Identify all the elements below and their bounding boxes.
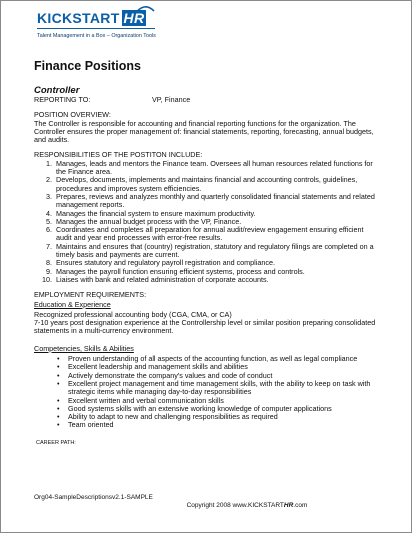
copyright-suffix: .com (293, 502, 308, 509)
responsibility-item: 2. Develops, documents, implements and maintains financial and accounting controls, guidelines, procedures and improves system efficiencies. (54, 176, 379, 193)
responsibilities-list (34, 160, 379, 284)
overview-heading: POSITION OVERVIEW: (34, 110, 111, 120)
logo-tagline: Talent Management in a Box – Organization Tools (37, 33, 156, 39)
responsibility-item: 3. Prepares, reviews and analyzes monthly and quarterly consolidated financial statements and related management reports. (54, 193, 379, 210)
responsibility-item: 8. Ensures statutory and regulatory payroll registration and compliance. (54, 259, 379, 267)
competencies-list (34, 355, 379, 430)
education-heading: Education & Experience (34, 299, 111, 309)
job-title: Controller (34, 85, 80, 96)
competency-item: • Actively demonstrate the company's values and code of conduct (68, 372, 379, 380)
logo-brand: KICKSTART (37, 10, 120, 26)
career-path-heading: CAREER PATH: (36, 439, 76, 446)
responsibility-item: 5. Manages the annual budget process with the VP, Finance. (54, 218, 379, 226)
responsibility-item: 10. Liaises with bank and related administration of corporate accounts. (54, 276, 379, 284)
competency-item: • Good systems skills with an extensive working knowledge of computer applications (68, 405, 379, 413)
requirements-heading: EMPLOYMENT REQUIREMENTS: (34, 290, 147, 300)
responsibilities-heading: RESPONSIBILITIES OF THE POSTITON INCLUDE: (34, 150, 203, 160)
footer-sample-id: Org04-SampleDescriptionsv2.1-SAMPLE (34, 494, 153, 501)
logo-hr-mark: HR (123, 10, 145, 26)
competency-item: • Excellent leadership and management skills and abilities (68, 363, 379, 371)
education-line: Recognized professional accounting body (CGA, CMA, or CA) (34, 309, 232, 319)
competency-item: • Team oriented (68, 421, 379, 429)
responsibility-item: 9. Manages the payroll function ensuring efficient systems, process and controls. (54, 268, 379, 276)
reports-to-label: REPORTING TO: (34, 95, 91, 104)
footer-copyright (117, 502, 377, 509)
document-body (34, 59, 379, 447)
copyright-prefix: Copyright 2008 www.KICKSTART (186, 502, 284, 509)
competencies-heading: Competencies, Skills & Abilities (34, 343, 134, 353)
experience-line: 7-10 years post designation experience at the Controllership level or similar position preparing consolidated statements in a multi-currency environment. (34, 318, 376, 336)
competency-item: • Ability to adapt to new and challenging responsibilities as required (68, 413, 379, 421)
logo-rule (37, 28, 155, 29)
responsibility-item: 7. Maintains and ensures that (country) registration, statutory and regulatory filings are completed on a timely basis and payments are current. (54, 243, 379, 260)
copyright-hr: HR (283, 502, 294, 509)
competency-item: • Proven understanding of all aspects of the accounting function, as well as legal compliance (68, 355, 379, 363)
reports-to-row (34, 96, 379, 104)
competency-item: • Excellent written and verbal communication skills (68, 397, 379, 405)
overview-text: The Controller is responsible for accounting and financial reporting functions for the organization. The Controller ensures the proper management of: financial statements, reporting, forecasting, annual budgets, and audits. (34, 118, 374, 145)
logo-wordmark (37, 10, 146, 26)
responsibility-item: 1. Manages, leads and mentors the Finance team. Oversees all human resources related functions for the Finance area. (54, 160, 379, 177)
responsibility-item: 6. Coordinates and completes all preparation for annual audit/review engagement ensuring efficient audit and year end processes with error-free results. (54, 226, 379, 243)
competency-item: • Excellent project management and time management skills, with the ability to keep on task with strategic items while managing day-to-day responsibilities (68, 380, 379, 397)
responsibility-item: 4. Manages the financial system to ensure maximum productivity. (54, 210, 379, 218)
reports-to-value: VP, Finance (152, 95, 191, 104)
page-heading: Finance Positions (34, 59, 141, 73)
kickstart-logo (37, 10, 187, 48)
